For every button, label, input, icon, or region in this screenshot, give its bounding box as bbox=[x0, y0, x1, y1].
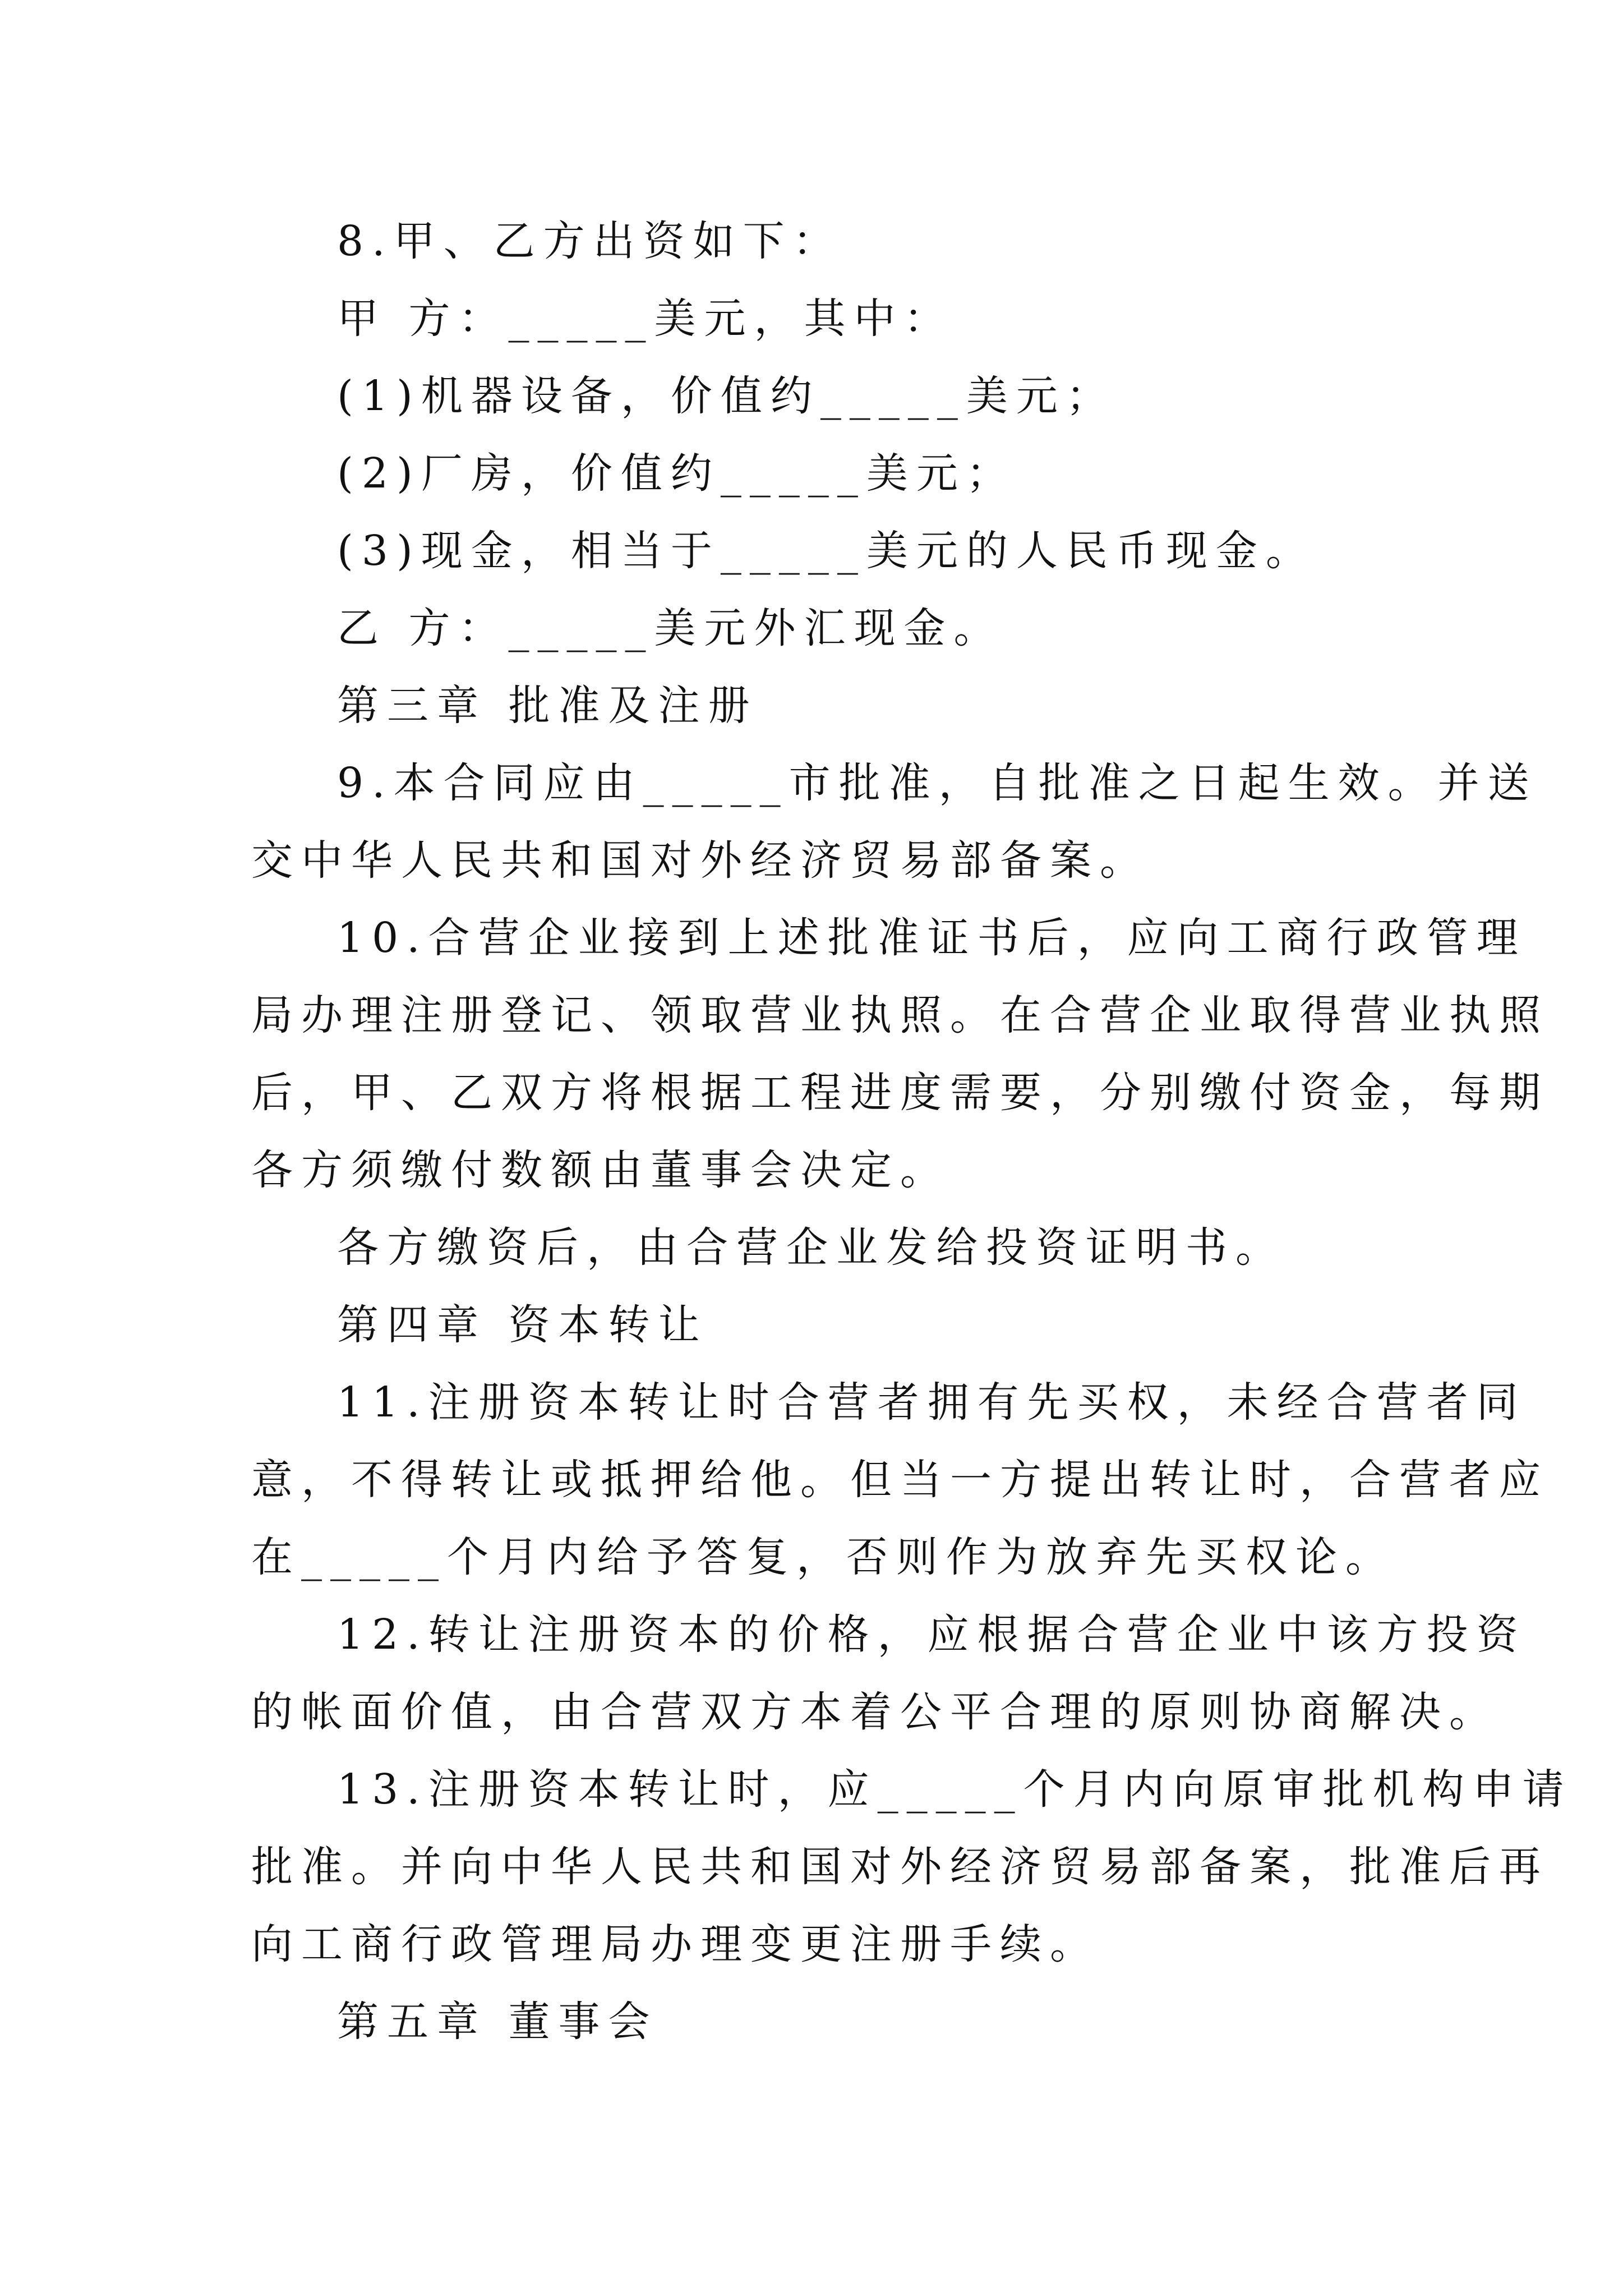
investment-certificate-paragraph: 各方缴资后，由合营企业发给投资证明书。 bbox=[337, 1223, 1285, 1272]
clause-13-line-2: 批准。并向中华人民共和国对外经济贸易部备案，批准后再 bbox=[251, 1843, 1549, 1891]
clause-9-line-1: 9.本合同应由_____市批准，自批准之日起生效。并送 bbox=[337, 759, 1538, 807]
chapter-3-heading: 第三章 批准及注册 bbox=[337, 682, 758, 730]
clause-11-line-3: 在_____个月内给予答复，否则作为放弃先买权论。 bbox=[251, 1533, 1395, 1581]
clause-8-heading: 8.甲、乙方出资如下： bbox=[337, 217, 843, 265]
clause-13-line-1: 13.注册资本转让时，应_____个月内向原审批机构申请 bbox=[337, 1765, 1573, 1814]
party-a-contribution: 甲 方：_____美元，其中： bbox=[337, 295, 954, 343]
clause-13-line-3: 向工商行政管理局办理变更注册手续。 bbox=[251, 1920, 1100, 1968]
clause-10-line-4: 各方须缴付数额由董事会决定。 bbox=[251, 1146, 950, 1194]
clause-10-line-3: 后，甲、乙双方将根据工程进度需要，分别缴付资金，每期 bbox=[251, 1069, 1549, 1117]
clause-11-line-1: 11.注册资本转让时合营者拥有先买权，未经合营者同 bbox=[337, 1378, 1527, 1427]
party-b-contribution: 乙 方：_____美元外汇现金。 bbox=[337, 604, 1004, 652]
chapter-4-heading: 第四章 资本转让 bbox=[337, 1301, 708, 1349]
clause-10-line-1: 10.合营企业接到上述批准证书后，应向工商行政管理 bbox=[337, 914, 1527, 962]
party-a-item-2: (2)厂房，价值约_____美元； bbox=[337, 449, 1016, 498]
clause-12-line-2: 的帐面价值，由合营双方本着公平合理的原则协商解决。 bbox=[251, 1688, 1499, 1736]
party-a-item-1: (1)机器设备，价值约_____美元； bbox=[337, 372, 1116, 420]
clause-10-line-2: 局办理注册登记、领取营业执照。在合营企业取得营业执照 bbox=[251, 991, 1549, 1039]
clause-12-line-1: 12.转让注册资本的价格，应根据合营企业中该方投资 bbox=[337, 1611, 1527, 1659]
party-a-item-3: (3)现金，相当于_____美元的人民币现金。 bbox=[337, 527, 1316, 575]
clause-9-line-2: 交中华人民共和国对外经济贸易部备案。 bbox=[251, 836, 1150, 885]
clause-11-line-2: 意，不得转让或抵押给他。但当一方提出转让时，合营者应 bbox=[251, 1456, 1549, 1504]
chapter-5-heading: 第五章 董事会 bbox=[337, 1998, 658, 2046]
